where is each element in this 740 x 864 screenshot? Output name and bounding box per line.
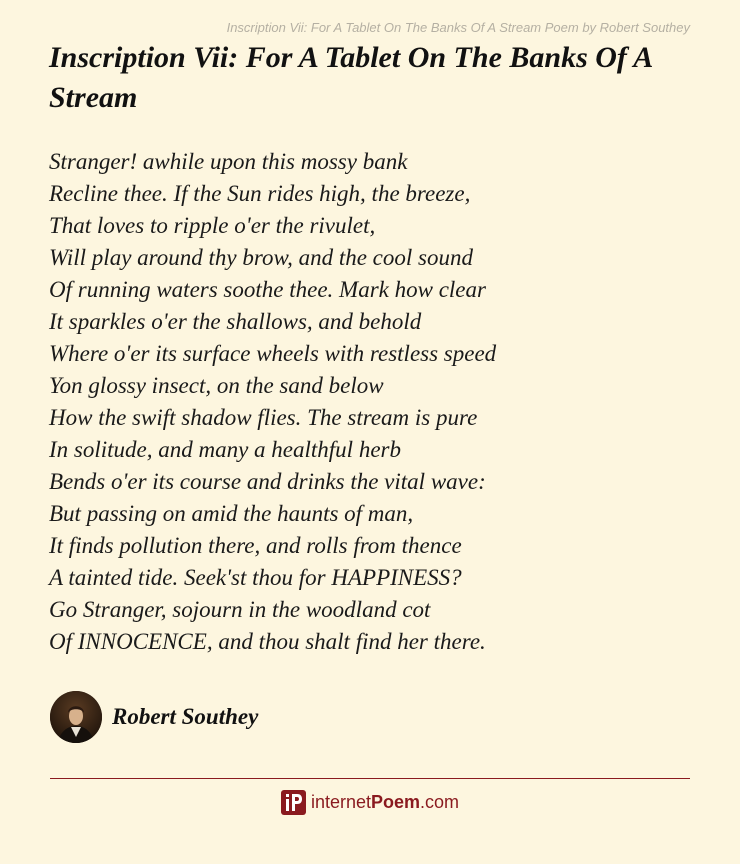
brand-prefix: internet (310, 792, 371, 812)
poem-line: Go Stranger, sojourn in the woodland cot (49, 597, 431, 622)
internetpoem-logo-icon (281, 790, 306, 815)
poem-line: Recline thee. If the Sun rides high, the breeze, (49, 181, 471, 206)
brand-suffix: .com (420, 792, 460, 812)
page-caption: Inscription Vii: For A Tablet On The Banks Of A Stream Poem by Robert Southey (226, 20, 690, 35)
footer-divider (50, 778, 690, 779)
poem-line: Of INNOCENCE, and thou shalt find her there. (49, 629, 486, 654)
site-brand[interactable] (0, 790, 740, 815)
poem-line: That loves to ripple o'er the rivulet, (49, 213, 376, 238)
poem-line: Of running waters soothe thee. Mark how clear (49, 277, 486, 302)
poem-line: Yon glossy insect, on the sand below (49, 373, 384, 398)
brand-bold: Poem (371, 792, 421, 812)
poem-line: A tainted tide. Seek'st thou for HAPPINESS? (49, 565, 462, 590)
poem-line: But passing on amid the haunts of man, (49, 501, 414, 526)
author-portrait-icon (50, 691, 102, 743)
author-block[interactable] (50, 691, 258, 743)
poem-body (49, 146, 689, 658)
poem-line: It finds pollution there, and rolls from thence (49, 533, 462, 558)
poem-line: Where o'er its surface wheels with restless speed (49, 341, 497, 366)
poem-line: Will play around thy brow, and the cool sound (49, 245, 473, 270)
author-avatar[interactable] (50, 691, 102, 743)
poem-line: How the swift shadow flies. The stream is pure (49, 405, 478, 430)
poem-line: In solitude, and many a healthful herb (49, 437, 401, 462)
poem-line: Bends o'er its course and drinks the vital wave: (49, 469, 486, 494)
poem-title: Inscription Vii: For A Tablet On The Banks Of A Stream (49, 41, 652, 114)
poem-line: It sparkles o'er the shallows, and behold (49, 309, 422, 334)
poem-line: Stranger! awhile upon this mossy bank (49, 149, 408, 174)
author-name[interactable]: Robert Southey (112, 704, 259, 729)
